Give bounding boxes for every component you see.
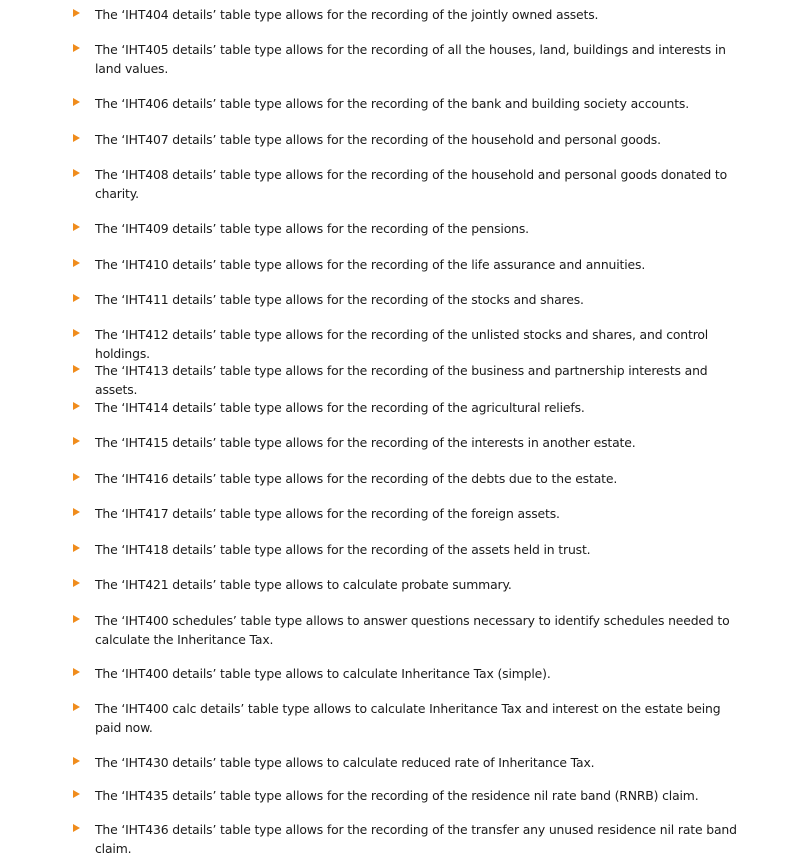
list-item bbox=[73, 95, 745, 114]
list-item-text: The ‘IHT435 details’ table type allows for the recording of the residence nil rate band (RNRB) claim. bbox=[95, 788, 699, 803]
triangle-right-icon bbox=[73, 757, 80, 765]
list-item-text: The ‘IHT414 details’ table type allows for the recording of the agricultural reliefs. bbox=[95, 400, 585, 415]
list-item bbox=[73, 576, 745, 595]
triangle-right-icon bbox=[73, 169, 80, 177]
triangle-right-icon bbox=[73, 473, 80, 481]
list-item-text: The ‘IHT421 details’ table type allows to calculate probate summary. bbox=[95, 577, 512, 592]
list-item-text: The ‘IHT417 details’ table type allows for the recording of the foreign assets. bbox=[95, 506, 560, 521]
list-item-text: The ‘IHT411 details’ table type allows for the recording of the stocks and shares. bbox=[95, 292, 584, 307]
list-item bbox=[73, 434, 745, 453]
list-item bbox=[73, 399, 745, 418]
triangle-right-icon bbox=[73, 9, 80, 17]
triangle-right-icon bbox=[73, 790, 80, 798]
list-item bbox=[73, 665, 745, 684]
list-item-text: The ‘IHT406 details’ table type allows for the recording of the bank and building society accounts. bbox=[95, 96, 690, 111]
list-item bbox=[73, 612, 745, 649]
list-item bbox=[73, 166, 745, 203]
list-item-text: The ‘IHT416 details’ table type allows for the recording of the debts due to the estate. bbox=[95, 471, 618, 486]
list-item-text: The ‘IHT430 details’ table type allows to calculate reduced rate of Inheritance Tax. bbox=[95, 755, 595, 770]
triangle-right-icon bbox=[73, 579, 80, 587]
triangle-right-icon bbox=[73, 668, 80, 676]
list-item-text: The ‘IHT412 details’ table type allows for the recording of the unlisted stocks and shares, and control holdings. bbox=[95, 327, 709, 361]
triangle-right-icon bbox=[73, 508, 80, 516]
triangle-right-icon bbox=[73, 294, 80, 302]
triangle-right-icon bbox=[73, 329, 80, 337]
triangle-right-icon bbox=[73, 615, 80, 623]
list-item-text: The ‘IHT400 calc details’ table type allows to calculate Inheritance Tax and interest on the estate being paid now. bbox=[95, 701, 721, 735]
triangle-right-icon bbox=[73, 98, 80, 106]
list-item bbox=[73, 700, 745, 737]
list-item-text: The ‘IHT407 details’ table type allows for the recording of the household and personal goods. bbox=[95, 132, 661, 147]
list-item-text: The ‘IHT400 schedules’ table type allows to answer questions necessary to identify schedules needed to calculate the Inheritance Tax. bbox=[95, 613, 730, 647]
list-item bbox=[73, 787, 745, 806]
list-item bbox=[73, 362, 745, 399]
list-item bbox=[73, 220, 745, 239]
triangle-right-icon bbox=[73, 259, 80, 267]
list-item bbox=[73, 256, 745, 275]
triangle-right-icon bbox=[73, 44, 80, 52]
list-item bbox=[73, 131, 745, 150]
list-item bbox=[73, 41, 745, 78]
triangle-right-icon bbox=[73, 402, 80, 410]
triangle-right-icon bbox=[73, 365, 80, 373]
list-item bbox=[73, 291, 745, 310]
list-item-text: The ‘IHT436 details’ table type allows for the recording of the transfer any unused residence nil rate band claim. bbox=[95, 822, 737, 856]
list-item bbox=[73, 470, 745, 489]
triangle-right-icon bbox=[73, 134, 80, 142]
list-item-text: The ‘IHT408 details’ table type allows for the recording of the household and personal goods donated to charity. bbox=[95, 167, 728, 201]
triangle-right-icon bbox=[73, 703, 80, 711]
list-item bbox=[73, 754, 745, 773]
triangle-right-icon bbox=[73, 544, 80, 552]
list-item-text: The ‘IHT410 details’ table type allows for the recording of the life assurance and annuities. bbox=[95, 257, 646, 272]
list-item bbox=[73, 541, 745, 560]
triangle-right-icon bbox=[73, 437, 80, 445]
triangle-right-icon bbox=[73, 223, 80, 231]
list-item-text: The ‘IHT400 details’ table type allows to calculate Inheritance Tax (simple). bbox=[95, 666, 551, 681]
list-item bbox=[73, 505, 745, 524]
list-item bbox=[73, 6, 745, 25]
list-item-text: The ‘IHT404 details’ table type allows for the recording of the jointly owned assets. bbox=[95, 7, 599, 22]
list-item-text: The ‘IHT418 details’ table type allows for the recording of the assets held in trust. bbox=[95, 542, 591, 557]
triangle-right-icon bbox=[73, 824, 80, 832]
list-item-text: The ‘IHT409 details’ table type allows for the recording of the pensions. bbox=[95, 221, 529, 236]
list-item bbox=[73, 821, 745, 858]
list-item bbox=[73, 326, 745, 363]
list-item-text: The ‘IHT413 details’ table type allows for the recording of the business and partnership interests and assets. bbox=[95, 363, 708, 397]
list-item-text: The ‘IHT415 details’ table type allows for the recording of the interests in another estate. bbox=[95, 435, 636, 450]
list-item-text: The ‘IHT405 details’ table type allows for the recording of all the houses, land, buildings and interests in land values. bbox=[95, 42, 726, 76]
